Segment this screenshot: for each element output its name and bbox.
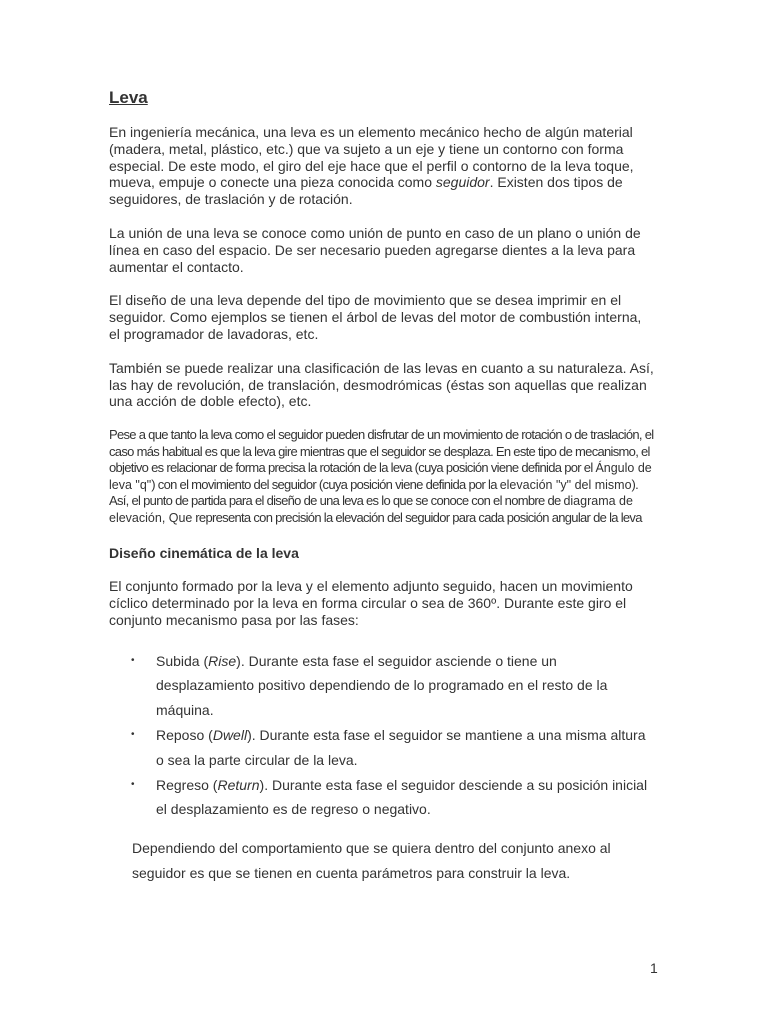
paragraph-motion — [109, 427, 654, 526]
document-page — [109, 88, 654, 886]
paragraph-definition — [109, 124, 654, 208]
phase-name: Reposo — [156, 726, 205, 743]
phase-description: . Durante esta fase el seguidor asciende o tiene un desplazamiento positivo dependiendo de lo programado en el resto de la máquina. — [156, 652, 608, 719]
paragraph-definition-end: . Existen dos tipos de seguidores, de traslación y de rotación. — [109, 174, 623, 208]
phase-description: . Durante esta fase el seguidor se mantiene a una misma altura o sea la parte circular de la leva. — [156, 726, 646, 768]
bullet-icon: • — [131, 728, 135, 740]
phases-list — [109, 649, 654, 823]
motion-angle-term: Ángulo de leva "q" — [109, 461, 652, 492]
motion-text-2: ) con el movimiento del seguidor (cuya posición viene definida por la — [151, 476, 500, 492]
seguidor-term: seguidor — [435, 174, 490, 191]
phase-term: Return — [217, 776, 260, 793]
motion-text-1: Pese a que tanto la leva como el seguidor pueden disfrutar de un movimiento de rotación o de traslación, el caso más habitual es que la leva gire mientras que el seguidor se desplaza. En este tipo de mecanismo, el objetivo es relacionar de forma precisa la rotación de la leva (cuya posición viene definida por el — [109, 427, 654, 476]
paragraph-cycle: El conjunto formado por la leva y el elemento adjunto seguido, hacen un movimiento cíclico determinado por la leva en forma circular o sea de 360º. Durante este giro el conjunto mecanismo pasa por las fases: — [109, 578, 633, 628]
bullet-icon: • — [131, 654, 135, 666]
page-number: 1 — [650, 960, 658, 976]
motion-text-3: ). Así, el punto de partida para el diseño de una leva es lo que se conoce con el nombre de — [109, 476, 639, 509]
section-heading: Diseño cinemática de la leva — [109, 545, 299, 562]
phase-name: Subida — [156, 652, 200, 669]
paragraph-union: La unión de una leva se conoce como unión de punto en caso de un plano o unión de línea en caso del espacio. De ser necesario pueden agregarse dientes a la leva para aumentar el contacto. — [109, 224, 641, 275]
bullet-icon: • — [131, 778, 135, 790]
page-title: Leva — [109, 88, 148, 107]
paragraph-classification: También se puede realizar una clasificación de las levas en cuanto a su naturaleza. Así, las hay de revolución, de translación, desmodrómicas (éstas son aquellas que realizan una acción de doble efecto), etc. — [109, 359, 654, 410]
list-item-regreso: • Regreso (Return). Durante esta fase el seguidor desciende a su posición inicial el desplazamiento es de regreso o negativo. — [109, 773, 654, 823]
phase-name: Regreso — [156, 776, 209, 793]
list-item-reposo: • Reposo (Dwell). Durante esta fase el seguidor se mantiene a una misma altura o sea la parte circular de la leva. — [109, 723, 654, 773]
paragraph-design: El diseño de una leva depende del tipo de movimiento que se desea imprimir en el seguidor. Como ejemplos se tienen el árbol de levas del motor de combustión interna, el programador de lavadoras, etc. — [109, 292, 642, 342]
list-item-subida: • Subida (Rise). Durante esta fase el seguidor asciende o tiene un desplazamiento positivo dependiendo de lo programado en el resto de la máquina. — [109, 649, 654, 723]
motion-text-4: representa con precisión la elevación del seguidor para cada posición angular de la leva — [192, 509, 642, 525]
phase-term: Rise — [208, 652, 237, 669]
paragraph-definition-text: En ingeniería mecánica, una leva es un elemento mecánico hecho de algún material (madera, metal, plástico, etc.) que va sujeto a un eje y tiene un contorno con forma especial. De este modo, el giro del eje hace que el perfil o contorno de la leva toque, mueva, empuje o conecte una pieza conocida como — [109, 124, 634, 191]
paragraph-closing: Dependiendo del comportamiento que se quiera dentro del conjunto anexo al seguidor es que se tienen en cuenta parámetros para construir la leva. — [132, 840, 611, 882]
motion-elevation-term: elevación "y" del mismo — [499, 477, 632, 492]
motion-diagram-term: diagrama de elevación, Que — [109, 494, 633, 525]
phase-description: . Durante esta fase el seguidor desciende a su posición inicial el desplazamiento es de regreso o negativo. — [156, 776, 648, 818]
phase-term: Dwell — [212, 726, 248, 743]
